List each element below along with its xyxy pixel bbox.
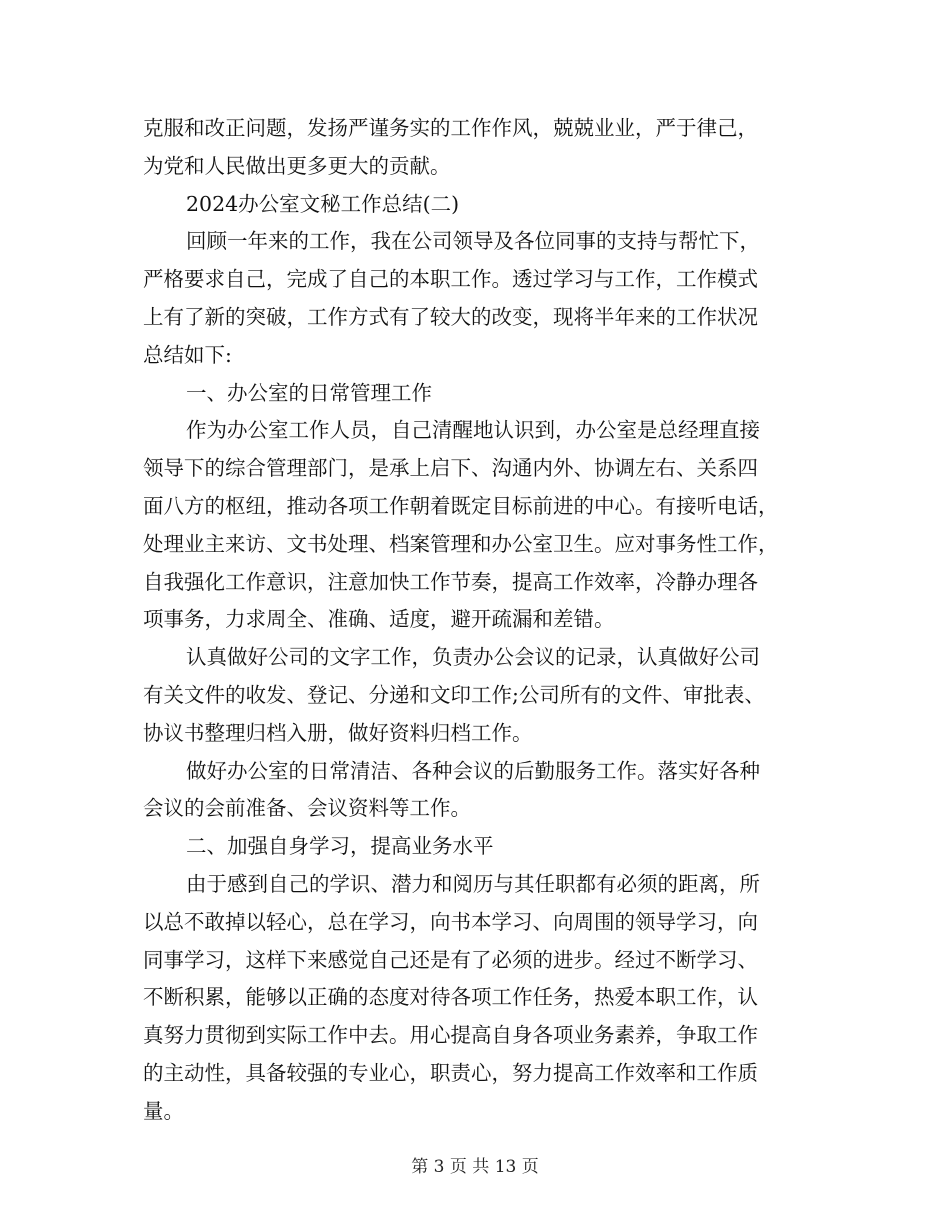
text-line: 有关文件的收发、登记、分递和文印工作;公司所有的文件、审批表、	[143, 682, 765, 707]
text-line: 为党和人民做出更多更大的贡献。	[143, 153, 451, 178]
text-line: 自我强化工作意识，注意加快工作节奏，提高工作效率，冷静办理各	[143, 569, 758, 594]
text-line: 协议书整理归档入册，做好资料归档工作。	[143, 720, 533, 745]
text-line: 上有了新的突破，工作方式有了较大的改变，现将半年来的工作状况	[143, 304, 758, 329]
section-heading: 二、加强自身学习，提高业务水平	[186, 834, 494, 859]
text-line: 由于感到自己的学识、潜力和阅历与其任职都有必须的距离，所	[186, 871, 760, 896]
text-line: 处理业主来访、文书处理、档案管理和办公室卫生。应对事务性工作，	[143, 531, 779, 556]
text-line: 总结如下:	[143, 342, 232, 367]
text-line: 认真做好公司的文字工作，负责办公会议的记录，认真做好公司	[186, 645, 760, 670]
page-number-footer: 第 3 页 共 13 页	[411, 1157, 539, 1177]
text-line: 量。	[143, 1098, 184, 1123]
text-line: 作为办公室工作人员，自己清醒地认识到，办公室是总经理直接	[186, 418, 760, 443]
section-title: 2024办公室文秘工作总结(二)	[186, 191, 460, 216]
text-line: 克服和改正问题，发扬严谨务实的工作作风，兢兢业业，严于律己，	[143, 116, 758, 140]
text-line: 严格要求自己，完成了自己的本职工作。透过学习与工作，工作模式	[143, 267, 758, 292]
section-heading: 一、办公室的日常管理工作	[186, 380, 432, 405]
text-line: 做好办公室的日常清洁、各种会议的后勤服务工作。落实好各种	[186, 758, 760, 783]
text-line: 不断积累，能够以正确的态度对待各项工作任务，热爱本职工作，认	[143, 985, 758, 1010]
text-line: 项事务，力求周全、准确、适度，避开疏漏和差错。	[143, 607, 615, 632]
text-line: 回顾一年来的工作，我在公司领导及各位同事的支持与帮忙下，	[186, 229, 760, 254]
text-line: 领导下的综合管理部门，是承上启下、沟通内外、协调左右、关系四	[143, 456, 758, 481]
text-line: 以总不敢掉以轻心，总在学习，向书本学习、向周围的领导学习，向	[143, 909, 758, 934]
text-line: 面八方的枢纽，推动各项工作朝着既定目标前进的中心。有接听电话，	[143, 493, 779, 518]
text-line: 会议的会前准备、会议资料等工作。	[143, 796, 471, 821]
text-line: 的主动性，具备较强的专业心，职责心，努力提高工作效率和工作质	[143, 1060, 758, 1085]
text-line: 同事学习，这样下来感觉自己还是有了必须的进步。经过不断学习、	[143, 947, 758, 972]
document-body	[143, 110, 803, 1131]
text-line: 真努力贯彻到实际工作中去。用心提高自身各项业务素养，争取工作	[143, 1023, 758, 1048]
